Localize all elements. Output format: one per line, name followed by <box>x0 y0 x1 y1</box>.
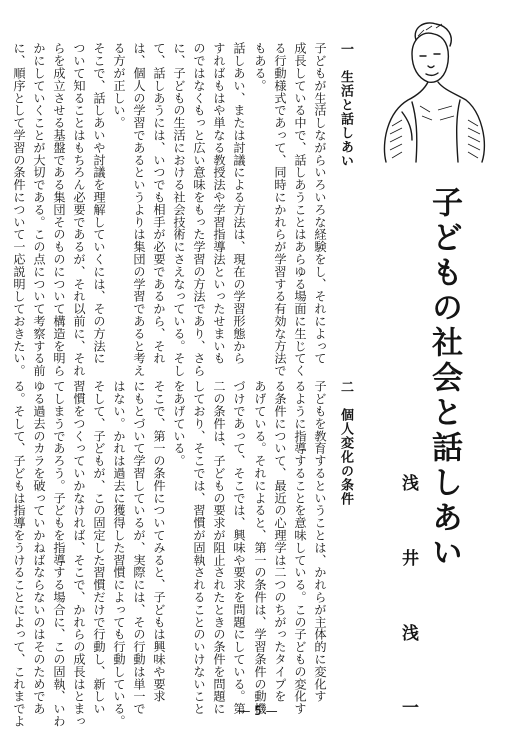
section-1-line: すればもはや単なる教授法や学習指導法といったせまいも <box>212 42 226 365</box>
section-2-line: る条件について、最近の心理学は二つのちがったタイプを <box>273 380 287 703</box>
author-name: 浅 井 浅 一 <box>398 474 418 742</box>
section-1-line: に、子どもの生活における社会技術にさえなっている。そし <box>172 42 186 377</box>
section-2-line: 二の条件は、子どもの要求が阻止されたときの条件を問題に <box>212 380 226 715</box>
section-2-line: そして、子どもが、この固定した習慣だけで行動し、新しい <box>92 380 106 715</box>
section-2-line: しており、そこでは、習慣が固執されることのいけないこと <box>192 380 206 715</box>
section-2-line: づけであって、そこでは、興味や要求を問題にしている。第 <box>232 380 246 715</box>
section-2-line: 子どもを教育するということは、かれらが主体的に変化す <box>313 380 327 703</box>
section-1-line: る行動様式であって、同時にかれらが学習する有効な方法で <box>273 42 287 377</box>
section-1-line: 成長している中で、話しあうことはあらゆる場面に生じてく <box>293 42 307 377</box>
figure-sketch-illustration <box>372 16 494 166</box>
section-1-heading: 一 生活と話しあい <box>338 42 353 168</box>
section-2-heading: 二 個人変化の条件 <box>338 380 353 506</box>
section-1-line: そこで、話しあいや討議を理解していくには、その方法に <box>92 42 106 365</box>
section-1-line: て、話しあうには、いつでも相手が必要であるから、それ <box>152 42 166 365</box>
section-1-line: かにしていくことが大切である。この点について考察する前 <box>32 42 46 377</box>
section-2-line: あげている。それによると、第一の条件は、学習条件の動機 <box>253 380 267 715</box>
section-1-line: のではなくもっと広い意味をもった学習の方法であり、さら <box>192 42 206 377</box>
section-1-line: らを成立させる基盤である集団そのものについて構造を明ら <box>52 42 66 377</box>
section-2-line: 習慣をつくっていかなければ、そこで、かれらの成長はとまっ <box>72 380 86 728</box>
section-1-line: もある。 <box>253 42 267 92</box>
section-1-line: る方が正しい。 <box>112 42 126 129</box>
section-2-line: そこで、第一の条件についてみると、子どもは興味や要求 <box>152 380 166 703</box>
article-title: 子どもの社会と話しあい <box>426 186 462 571</box>
section-2-line: ゆる過去のカラを破っていかねばならないのはそのためであ <box>32 380 46 715</box>
section-1-line: 話しあい、または討議による方法は、現在の学習形態から <box>232 42 246 365</box>
section-2-line: る。そして、子どもは指導をうけることによって、これまでよ <box>12 380 26 728</box>
section-1-line: ついて知ることはもちろん必要であるが、それ以前に、それ <box>72 42 86 377</box>
section-2-line: はない。かれは過去に獲得した習慣によっても行動している。 <box>112 380 126 728</box>
section-2-line: にもとづいて学習しているが、実際には、その行動は単一で <box>132 380 146 715</box>
section-1-line: 子どもが生活しながらいろいろな経験をし、それによって <box>313 42 327 365</box>
section-2-line: るように指導することを意味している。この子どもの変化す <box>293 380 307 715</box>
section-2-line: てしまうであろう。子どもを指導する場合に、この固執、いわ <box>52 380 66 728</box>
section-1-line: は、個人の学習であるというよりは集団の学習であると考え <box>132 42 146 377</box>
page-number: — 5 — <box>238 704 278 718</box>
section-2-line: をあげている。 <box>172 380 186 467</box>
section-1-line: に、順序として学習の条件について一応説明しておきたい。 <box>12 42 26 377</box>
